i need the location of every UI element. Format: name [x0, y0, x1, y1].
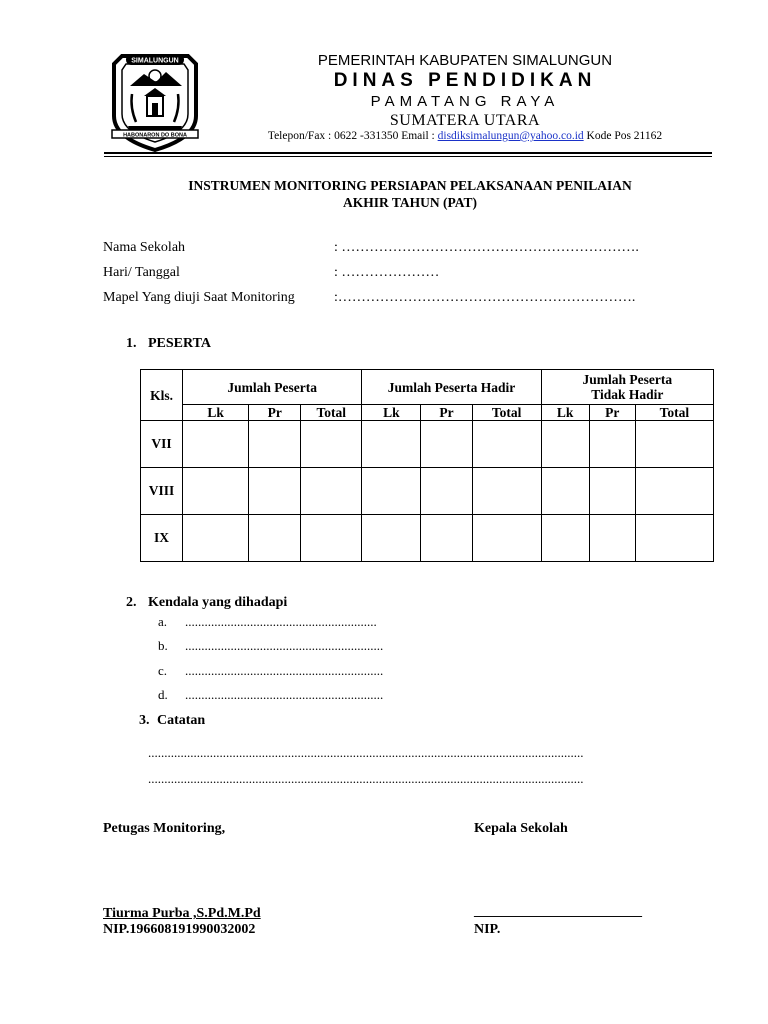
table-cell[interactable]	[249, 421, 301, 468]
signature-right-role: Kepala Sekolah	[474, 821, 568, 836]
section-2-title: Kendala yang dihadapi	[148, 595, 288, 610]
agency-contact	[230, 130, 700, 142]
subheader-pr: Pr	[249, 405, 301, 421]
table-cell[interactable]	[635, 468, 713, 515]
table-row	[141, 421, 714, 468]
catatan-line[interactable]: ......................................................................................................................................	[148, 771, 584, 786]
table-cell[interactable]	[362, 515, 421, 562]
table-cell[interactable]	[301, 421, 362, 468]
letterhead-rule-thin	[104, 156, 712, 157]
table-cell[interactable]	[421, 515, 472, 562]
signature-right-name-line[interactable]: ________________________	[474, 904, 642, 919]
table-cell[interactable]	[589, 421, 635, 468]
kendala-item-line[interactable]: .............................................................	[185, 663, 384, 678]
table-cell[interactable]	[362, 421, 421, 468]
kendala-item-line[interactable]: ...........................................................	[185, 614, 377, 629]
table-cell[interactable]	[541, 421, 589, 468]
kendala-item-line[interactable]: .............................................................	[185, 638, 384, 653]
table-cell[interactable]	[183, 468, 249, 515]
section-3-title: Catatan	[157, 713, 206, 728]
table-cell[interactable]	[589, 515, 635, 562]
subheader-lk: Lk	[183, 405, 249, 421]
signature-left-role: Petugas Monitoring,	[103, 821, 226, 836]
table-cell[interactable]	[249, 468, 301, 515]
contact-prefix: Telepon/Fax : 0622 -331350 Email :	[267, 130, 438, 142]
participant-table	[140, 369, 714, 562]
field-label-subject: Mapel Yang diuji Saat Monitoring	[103, 290, 295, 305]
table-row	[141, 515, 714, 562]
kendala-item-letter: d.	[158, 687, 168, 702]
header-kls: Kls.	[141, 370, 183, 421]
kendala-item-line[interactable]: .............................................................	[185, 687, 384, 702]
table-cell[interactable]	[589, 468, 635, 515]
kendala-item-letter: c.	[158, 663, 168, 678]
table-cell[interactable]	[421, 421, 472, 468]
table-cell[interactable]	[362, 468, 421, 515]
contact-suffix: Kode Pos 21162	[583, 130, 663, 142]
row-class-label: IX	[141, 515, 183, 562]
field-value-subject[interactable]: :……………………………………………………….	[334, 290, 636, 305]
agency-province: SUMATERA UTARA	[389, 112, 541, 129]
subheader-lk: Lk	[362, 405, 421, 421]
document-title	[110, 177, 710, 211]
signature-left-name: Tiurma Purba ,S.Pd.M.Pd	[103, 906, 261, 921]
table-cell[interactable]	[541, 468, 589, 515]
section-1-title: PESERTA	[148, 336, 212, 351]
subheader-pr: Pr	[589, 405, 635, 421]
table-cell[interactable]	[635, 515, 713, 562]
table-cell[interactable]	[249, 515, 301, 562]
table-cell[interactable]	[472, 468, 541, 515]
svg-text:HABONARON DO BONA: HABONARON DO BONA	[123, 132, 187, 139]
agency-city: PAMATANG RAYA	[370, 93, 560, 110]
table-cell[interactable]	[183, 515, 249, 562]
table-cell[interactable]	[183, 421, 249, 468]
agency-name: DINAS PENDIDIKAN	[333, 70, 597, 91]
table-cell[interactable]	[301, 468, 362, 515]
subheader-lk: Lk	[541, 405, 589, 421]
field-label-date: Hari/ Tanggal	[103, 265, 180, 280]
subheader-pr: Pr	[421, 405, 472, 421]
section-1-number: 1.	[126, 336, 137, 351]
subheader-total: Total	[635, 405, 713, 421]
kendala-item-letter: a.	[158, 614, 168, 629]
header-jumlah-hadir: Jumlah Peserta Hadir	[362, 370, 541, 405]
table-cell[interactable]	[635, 421, 713, 468]
kendala-item-letter: b.	[158, 638, 168, 653]
svg-text:SIMALUNGUN: SIMALUNGUN	[131, 57, 179, 65]
email-link[interactable]: disdiksimalungun@yahoo.co.id	[437, 130, 584, 142]
field-value-school[interactable]: : ……………………………………………………….	[334, 240, 639, 255]
field-value-date[interactable]: : …………………	[334, 265, 440, 280]
field-label-school: Nama Sekolah	[103, 240, 186, 255]
title-line-1: INSTRUMEN MONITORING PERSIAPAN PELAKSANAAN PENILAIAN	[188, 178, 632, 193]
row-class-label: VIII	[141, 468, 183, 515]
agency-line-1: PEMERINTAH KABUPATEN SIMALUNGUN	[317, 52, 613, 69]
table-cell[interactable]	[541, 515, 589, 562]
section-2-number: 2.	[126, 595, 137, 610]
section-3-number: 3.	[139, 713, 150, 728]
header-jumlah-peserta: Jumlah Peserta	[183, 370, 362, 405]
signature-left-nip: NIP.196608191990032002	[103, 922, 256, 937]
subheader-total: Total	[301, 405, 362, 421]
signature-right-nip: NIP.	[474, 922, 501, 937]
title-line-2: AKHIR TAHUN (PAT)	[343, 195, 477, 210]
table-cell[interactable]	[301, 515, 362, 562]
table-cell[interactable]	[472, 421, 541, 468]
table-row	[141, 468, 714, 515]
catatan-line[interactable]: ......................................................................................................................................	[148, 745, 584, 760]
row-class-label: VII	[141, 421, 183, 468]
letterhead-rule-thick	[104, 152, 712, 154]
simalungun-regency-emblem-icon	[104, 46, 206, 154]
table-cell[interactable]	[472, 515, 541, 562]
subheader-total: Total	[472, 405, 541, 421]
header-jumlah-tidak-hadir: Jumlah Peserta Tidak Hadir	[541, 370, 713, 405]
table-cell[interactable]	[421, 468, 472, 515]
